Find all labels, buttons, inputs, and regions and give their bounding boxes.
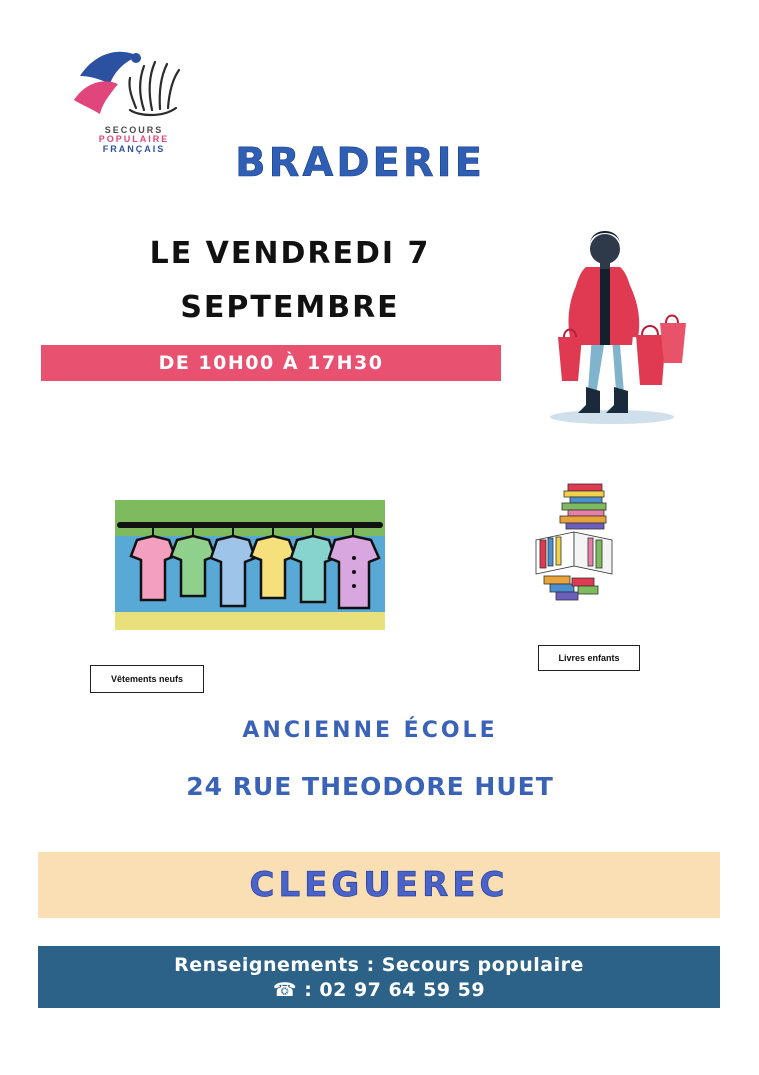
- stacked-books-illustration: [510, 480, 640, 620]
- woman-shopping-bags-illustration: [520, 205, 710, 435]
- event-hours-text: DE 10H00 À 17H30: [158, 352, 384, 374]
- clothes-rack-illustration: [115, 500, 385, 630]
- city-band: [38, 852, 720, 918]
- contact-band: [38, 946, 720, 1008]
- dove-and-hand-icon: [52, 38, 202, 133]
- logo-line-2: POPULAIRE: [98, 134, 170, 145]
- caption-clothes: Vêtements neufs: [90, 665, 204, 693]
- address-line-2: 24 RUE THEODORE HUET: [186, 772, 554, 801]
- contact-phone-number: : 02 97 64 59 59: [297, 978, 486, 1001]
- city-name: CLEGUEREC: [249, 865, 509, 905]
- address-line-1: ANCIENNE ÉCOLE: [242, 718, 498, 743]
- poster-title: BRADERIE: [235, 140, 485, 186]
- event-date-line-1: LE VENDREDI 7: [149, 236, 431, 271]
- logo-line-3: FRANÇAIS: [102, 143, 166, 154]
- telephone-icon: ☎: [272, 978, 298, 1001]
- caption-books: Livres enfants: [538, 645, 640, 671]
- contact-info-text: Renseignements : Secours populaire: [174, 953, 584, 976]
- event-hours-band: [41, 345, 501, 381]
- logo-line-1: SECOURS: [104, 125, 164, 135]
- event-date-line-2: SEPTEMBRE: [180, 290, 400, 325]
- contact-phone-row: [273, 979, 485, 1001]
